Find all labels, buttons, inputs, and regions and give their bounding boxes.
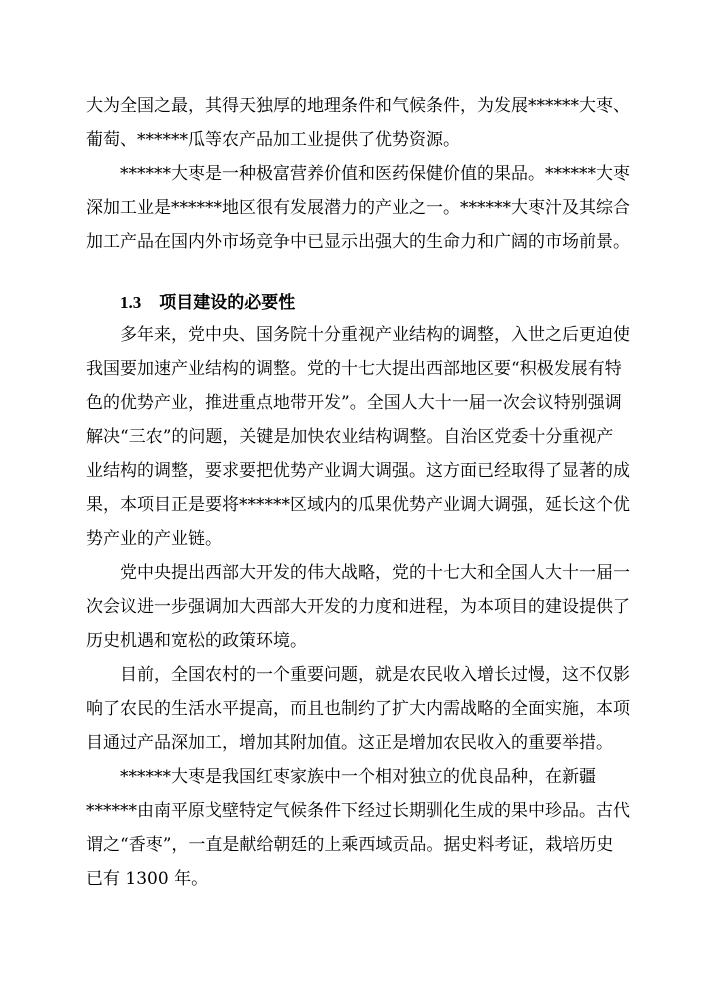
text-line: 加工产品在国内外市场竞争中已显示出强大的生命力和广阔的市场前景。 [86,232,630,252]
text-line: ******大枣是我国红枣家族中一个相对独立的优良品种，在新疆 [120,767,596,787]
text-line: 目通过产品深加工，增加其附加值。这正是增加农民收入的重要举措。 [86,733,613,753]
text-line: 解决“三农”的问题，关键是加快农业结构调整。自治区党委十分重视产 [86,427,614,447]
text-line: 谓之“香枣”，一直是献给朝廷的上乘西域贡品。据史料考证，栽培历史 [86,835,614,855]
text-line: 业结构的调整，要求要把优势产业调大调强。这方面已经取得了显著的成 [86,461,630,481]
text-line: 我国要加速产业结构的调整。党的十七大提出西部地区要“积极发展有特 [86,359,622,379]
text-line: 目前，全国农村的一个重要问题，就是农民收入增长过慢，这不仅影 [120,665,630,685]
text-line: 深加工业是******地区很有发展潜力的产业之一。******大枣汁及其综合 [86,198,630,218]
text-line: 次会议进一步强调加大西部大开发的力度和进程，为本项目的建设提供了 [86,597,630,617]
text-line: 响了农民的生活水平提高，而且也制约了扩大内需战略的全面实施，本项 [86,699,630,719]
text-line: ******大枣是一种极富营养价值和医药保健价值的果品。******大枣 [120,164,630,184]
text-line: 多年来，党中央、国务院十分重视产业结构的调整，入世之后更迫使 [120,325,630,345]
text-line: 果，本项目正是要将******区域内的瓜果优势产业调大调强，延长这个优 [86,495,630,515]
text-line: 已有 1300 年。 [86,869,209,889]
text-line: 葡萄、******瓜等农产品加工业提供了优势资源。 [86,130,460,150]
text-line: 党中央提出西部大开发的伟大战略，党的十七大和全国人大十一届一 [120,563,630,583]
section-heading [120,293,295,313]
text-line: ******由南平原戈壁特定气候条件下经过长期驯化生成的果中珍品。古代 [86,801,630,821]
text-line: 大为全国之最，其得天独厚的地理条件和气候条件，为发展******大枣、 [86,96,630,116]
text-line: 势产业的产业链。 [86,529,222,549]
section-number: 1.3 [120,293,142,312]
section-title: 项目建设的必要性 [159,293,296,313]
text-line: 历史机遇和宽松的政策环境。 [86,631,307,651]
text-line: 色的优势产业，推进重点地带开发”。全国人大十一届一次会议特别强调 [86,393,622,413]
